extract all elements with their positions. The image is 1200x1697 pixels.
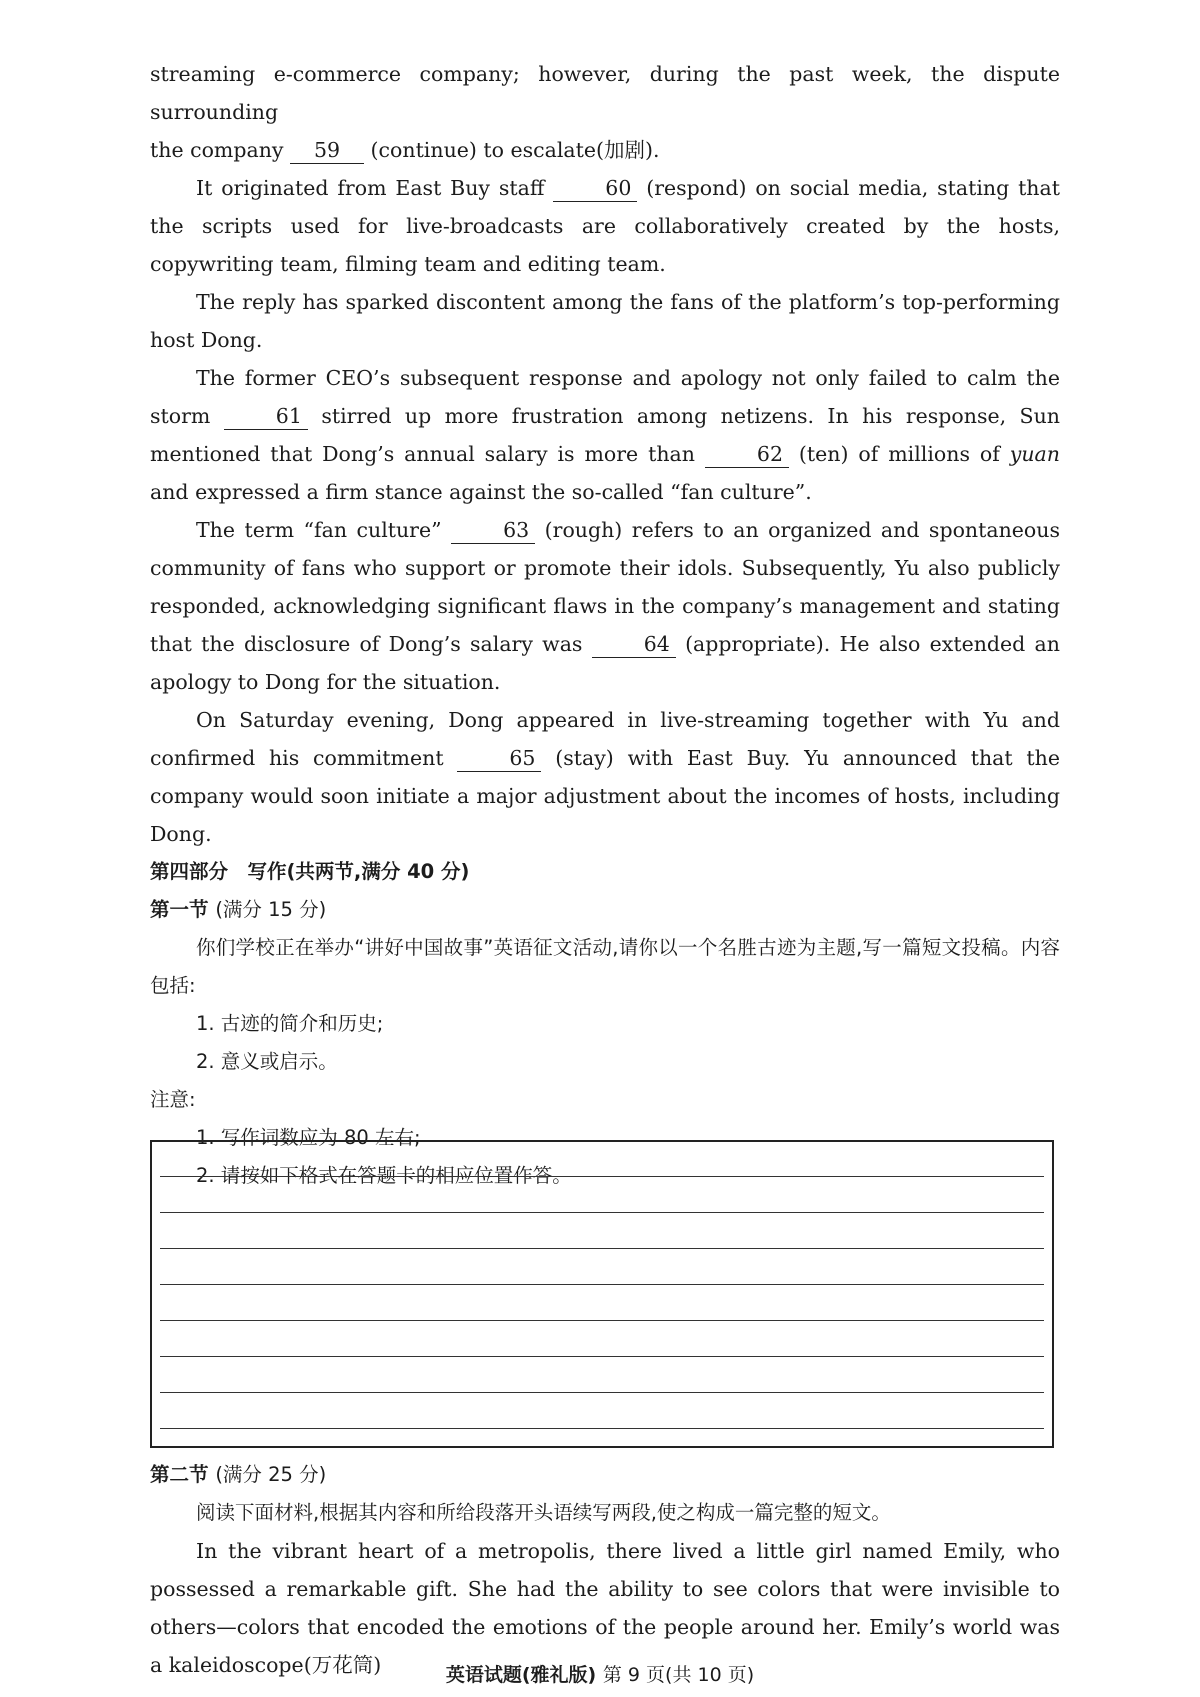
part4-title: 第四部分 写作(共两节,满分 40 分) <box>150 860 470 883</box>
answer-box <box>150 1140 1054 1448</box>
paragraph-2: It originated from East Buy staff 60 (respond) on social media, stating that the scripts used for live-broadcasts are collaboratively created by the hosts, copywriting team, filming team and editing team. <box>150 176 1060 276</box>
page-number: 第 9 页(共 10 页) <box>602 1664 755 1686</box>
section2-heading: 第二节 (满分 25 分) <box>150 1463 327 1486</box>
continuation-prompt: 阅读下面材料,根据其内容和所给段落开头语续写两段,使之构成一篇完整的短文。 <box>196 1501 891 1524</box>
paragraph-6: On Saturday evening, Dong appeared in live-streaming together with Yu and confirmed his commitment 65 (stay) with East Buy. Yu announced that the company would soon initiate a major adjustment about the incomes of hosts, including Dong. <box>150 708 1060 846</box>
exam-title: 英语试题(雅礼版) <box>445 1664 597 1686</box>
answer-line <box>160 1356 1044 1357</box>
content-item-2: 2. 意义或启示。 <box>196 1050 338 1073</box>
note-item-2: 2. 请按如下格式在答题卡的相应位置作答。 <box>196 1164 572 1187</box>
blank-60: 60 <box>553 175 637 202</box>
paragraph-4: The former CEO’s subsequent response and apology not only failed to calm the storm 61 stirred up more frustration among netizens. In his response, Sun mentioned that Dong’s annual salary is more than 62 (ten) of millions of yuan and expressed a firm stance against the so-called “fan culture”. <box>150 366 1060 504</box>
blank-65: 65 <box>457 745 541 772</box>
paragraph-3: The reply has sparked discontent among the fans of the platform’s top-performing host Dong. <box>150 290 1060 352</box>
blank-61: 61 <box>224 403 308 430</box>
page-footer <box>0 1660 1200 1687</box>
blank-63: 63 <box>451 517 535 544</box>
blank-62: 62 <box>705 441 789 468</box>
answer-line <box>160 1248 1044 1249</box>
blank-64: 64 <box>592 631 676 658</box>
answer-line <box>160 1176 1044 1177</box>
paragraph-5: The term “fan culture” 63 (rough) refers to an organized and spontaneous community of fans who support or promote their idols. Subsequently, Yu also publicly responded, acknowledging significant flaws in the company’s management and stating that the disclosure of Dong’s salary was 64 (appropriate). He also extended an apology to Dong for the situation. <box>150 518 1060 694</box>
writing-prompt: 你们学校正在举办“讲好中国故事”英语征文活动,请你以一个名胜古迹为主题,写一篇短文投稿。内容包括: <box>150 936 1060 997</box>
blank-59: 59 <box>290 137 364 164</box>
paragraph-1: streaming e-commerce company; however, during the past week, the dispute surrounding the company 59 (continue) to escalate(加剧). <box>150 62 1060 162</box>
section-2 <box>150 1456 1060 1684</box>
passage <box>150 55 1060 1195</box>
answer-line <box>160 1284 1044 1285</box>
answer-line <box>160 1428 1044 1429</box>
answer-line <box>160 1392 1044 1393</box>
note-label: 注意: <box>150 1088 196 1111</box>
section1-heading: 第一节 (满分 15 分) <box>150 898 327 921</box>
answer-line <box>160 1320 1044 1321</box>
note-item-1: 1. 写作词数应为 80 左右; <box>196 1126 421 1149</box>
story-paragraph: In the vibrant heart of a metropolis, there lived a little girl named Emily, who possessed a remarkable gift. She had the ability to see colors that were invisible to others—colors that encoded the emotions of the people around her. Emily’s world was a kaleidoscope(万花筒) <box>150 1539 1060 1677</box>
answer-line <box>160 1212 1044 1213</box>
content-item-1: 1. 古迹的简介和历史; <box>196 1012 384 1035</box>
